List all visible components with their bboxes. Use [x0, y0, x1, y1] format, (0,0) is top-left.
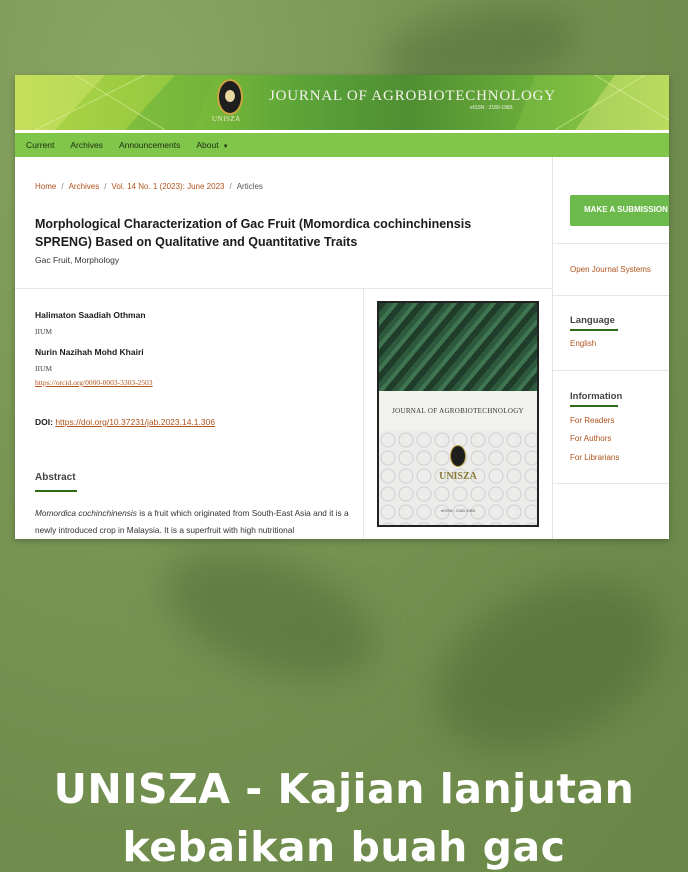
breadcrumb-separator: / — [229, 182, 232, 191]
abstract-species-name: Momordica cochinchinensis — [35, 508, 137, 518]
author-name: Halimaton Saadiah Othman — [35, 310, 146, 320]
caption-line-2: kebaikan buah gac — [122, 823, 566, 871]
cover-title: JOURNAL OF AGROBIOTECHNOLOGY — [392, 407, 524, 415]
breadcrumb-issue[interactable]: Vol. 14 No. 1 (2023): June 2023 — [111, 182, 225, 191]
information-heading-underline — [570, 405, 618, 407]
language-heading: Language — [570, 315, 615, 326]
cover-logo-icon — [450, 445, 466, 467]
unisza-logo-icon — [217, 79, 243, 115]
breadcrumb — [35, 182, 263, 191]
cover-logo-text: UNISZA — [439, 471, 477, 482]
breadcrumb-current: Articles — [236, 182, 263, 191]
divider — [15, 288, 553, 289]
sidebar-divider — [553, 295, 669, 296]
caret-down-icon: ▼ — [222, 144, 229, 150]
breadcrumb-separator: / — [104, 182, 107, 191]
author-affiliation: IIUM — [35, 327, 53, 336]
article-keywords: Gac Fruit, Morphology — [35, 255, 120, 265]
information-heading: Information — [570, 391, 623, 402]
abstract-heading: Abstract — [35, 472, 76, 483]
cover-leaf-photo — [379, 303, 537, 391]
doi-link[interactable]: https://doi.org/10.37231/jab.2023.14.1.306 — [55, 417, 216, 427]
nav-item-about-label: About — [196, 140, 219, 150]
nav-item-archives[interactable]: Archives — [70, 140, 103, 150]
ojs-link[interactable]: Open Journal Systems — [570, 265, 651, 274]
journal-webpage-screenshot — [15, 75, 669, 539]
banner-logo-text: UNISZA — [212, 115, 241, 123]
info-link-readers[interactable]: For Readers — [570, 416, 615, 425]
abstract-body: is a fruit which originated from South-East Asia and it is a newly introduced crop in Malaysia. It is a superfruit with high nutritional — [35, 508, 349, 535]
cover-issn: eISSN : 2180-1983 — [440, 508, 476, 513]
journal-cover-image[interactable] — [377, 301, 539, 527]
info-link-authors[interactable]: For Authors — [570, 434, 612, 443]
banner-issn: eISSN : 2180-1983 — [470, 105, 513, 111]
author-orcid-link[interactable]: https://orcid.org/0000-0003-3303-2503 — [35, 378, 153, 387]
nav-item-announcements[interactable]: Announcements — [118, 140, 181, 150]
author-affiliation: IIUM — [35, 364, 53, 373]
background-leaf-shadow — [148, 526, 392, 705]
author-name: Nurin Nazihah Mohd Khairi — [35, 347, 144, 357]
make-submission-button[interactable]: MAKE A SUBMISSION — [570, 195, 669, 226]
article-doi — [35, 417, 215, 427]
nav-item-current[interactable]: Current — [26, 140, 55, 150]
breadcrumb-archives[interactable]: Archives — [68, 182, 100, 191]
sidebar-divider — [553, 243, 669, 244]
language-link-english[interactable]: English — [570, 339, 597, 348]
background-leaf-shadow — [410, 546, 688, 783]
doi-label: DOI: — [35, 417, 53, 427]
language-heading-underline — [570, 329, 618, 331]
info-link-librarians[interactable]: For Librarians — [570, 453, 620, 462]
nav-item-about[interactable] — [196, 140, 228, 150]
sidebar-divider — [553, 483, 669, 484]
sidebar-divider — [553, 370, 669, 371]
journal-banner[interactable] — [15, 75, 669, 130]
primary-nav — [15, 133, 669, 157]
article-title: Morphological Characterization of Gac Fruit (Momordica cochinchinensis SPRENG) Based on Qualitative and Quantitative Traits — [35, 217, 472, 249]
abstract-text — [35, 505, 350, 539]
caption-line-1: UNISZA - Kajian lanjutan — [53, 765, 635, 813]
divider — [363, 288, 364, 539]
abstract-heading-underline — [35, 490, 77, 492]
breadcrumb-separator: / — [61, 182, 64, 191]
breadcrumb-home[interactable]: Home — [35, 182, 57, 191]
banner-journal-title: JOURNAL OF AGROBIOTECHNOLOGY — [269, 88, 556, 104]
